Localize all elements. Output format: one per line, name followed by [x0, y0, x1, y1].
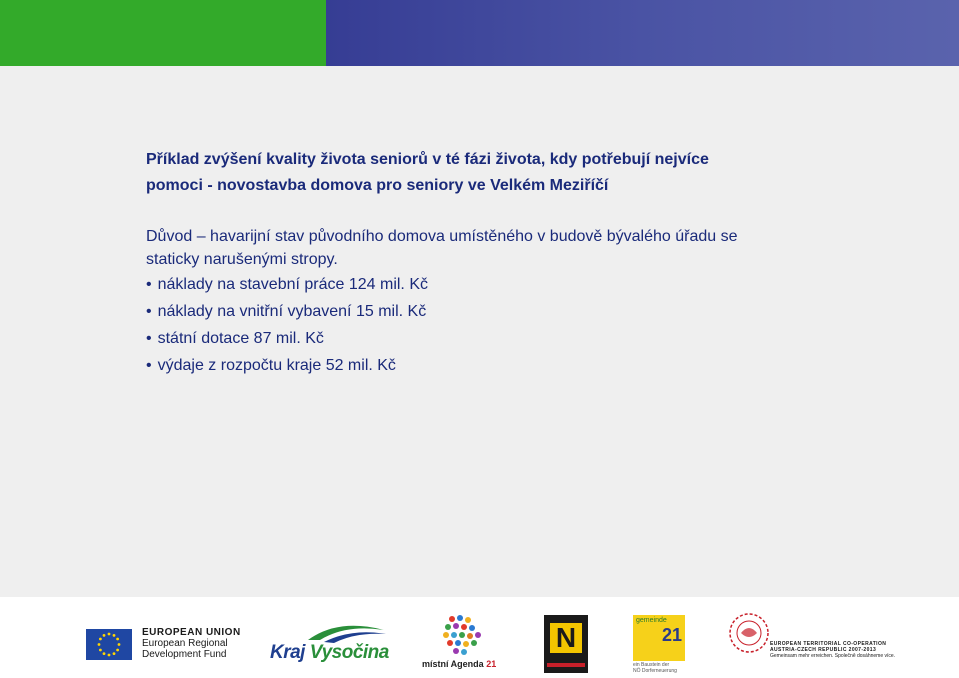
coop-line-2: AUSTRIA-CZECH REPUBLIC 2007-2013 — [770, 647, 877, 653]
bullet-item: • náklady na vnitřní vybavení 15 mil. Kč — [146, 298, 866, 325]
ma21-num-text: 21 — [486, 659, 497, 669]
bullet-item: • náklady na stavební práce 124 mil. Kč — [146, 271, 866, 298]
slide-content — [0, 66, 959, 597]
gemeinde-text: gemeinde — [636, 617, 667, 624]
cooperation-text — [770, 641, 895, 659]
eu-line-1: EUROPEAN UNION — [142, 627, 241, 638]
footer-logos — [0, 597, 959, 678]
coop-line-3: Gemeinsam mehr erreichen. Společně dosáhneme více. — [770, 653, 896, 659]
eu-line-3: Development Fund — [142, 649, 227, 660]
dots-logo-icon — [422, 613, 504, 659]
n-letter: N — [550, 623, 582, 653]
n-red-bar — [547, 663, 585, 667]
kraj-vysocina-logo-icon — [268, 622, 388, 644]
kraj-vysocina-logo — [268, 622, 388, 666]
eu-line-2: European Regional — [142, 638, 228, 649]
lower-austria-n-logo-icon — [544, 615, 588, 673]
eu-text — [142, 627, 241, 660]
gemeinde21-logo — [633, 615, 685, 661]
reason-line-1: Důvod – havarijní stav původního domova umístěného v budově bývalého úřadu se — [146, 228, 738, 245]
bullet-list — [146, 271, 866, 379]
cooperation-logo — [727, 611, 771, 655]
gemeinde-sub-1: ein Baustein der — [633, 662, 670, 668]
ma21-logo — [422, 613, 504, 671]
bullet-item: • výdaje z rozpočtu kraje 52 mil. Kč — [146, 352, 866, 379]
top-bar-blue — [326, 0, 959, 66]
ma21-main-text: místní Agenda — [422, 659, 487, 669]
vysocina-text: Vysočina — [309, 642, 389, 663]
kraj-text: Kraj — [270, 642, 305, 663]
title-line-1: Příklad zvýšení kvality života seniorů v té fázi života, kdy potřebují nejvíce — [146, 151, 709, 168]
bullet-item: • státní dotace 87 mil. Kč — [146, 325, 866, 352]
gemeinde-num: 21 — [661, 625, 682, 645]
top-bar-green — [0, 0, 326, 66]
title-line-2: pomoci - novostavba domova pro seniory ve Velkém Meziříčí — [146, 177, 609, 194]
reason-text — [146, 225, 866, 271]
coop-line-1: EUROPEAN TERRITORIAL CO-OPERATION — [770, 641, 887, 647]
reason-line-2: staticky narušenými stropy. — [146, 251, 338, 268]
cooperation-circle-logo-icon — [727, 611, 771, 655]
gemeinde-sub-2: NÖ Dorferneuerung — [633, 668, 677, 674]
kraj-vysocina-text — [270, 642, 389, 664]
ma21-text — [422, 659, 496, 669]
slide-title — [146, 147, 866, 199]
eu-flag-icon — [86, 629, 132, 660]
gemeinde21-subtext — [633, 662, 677, 674]
text-block — [146, 147, 866, 379]
